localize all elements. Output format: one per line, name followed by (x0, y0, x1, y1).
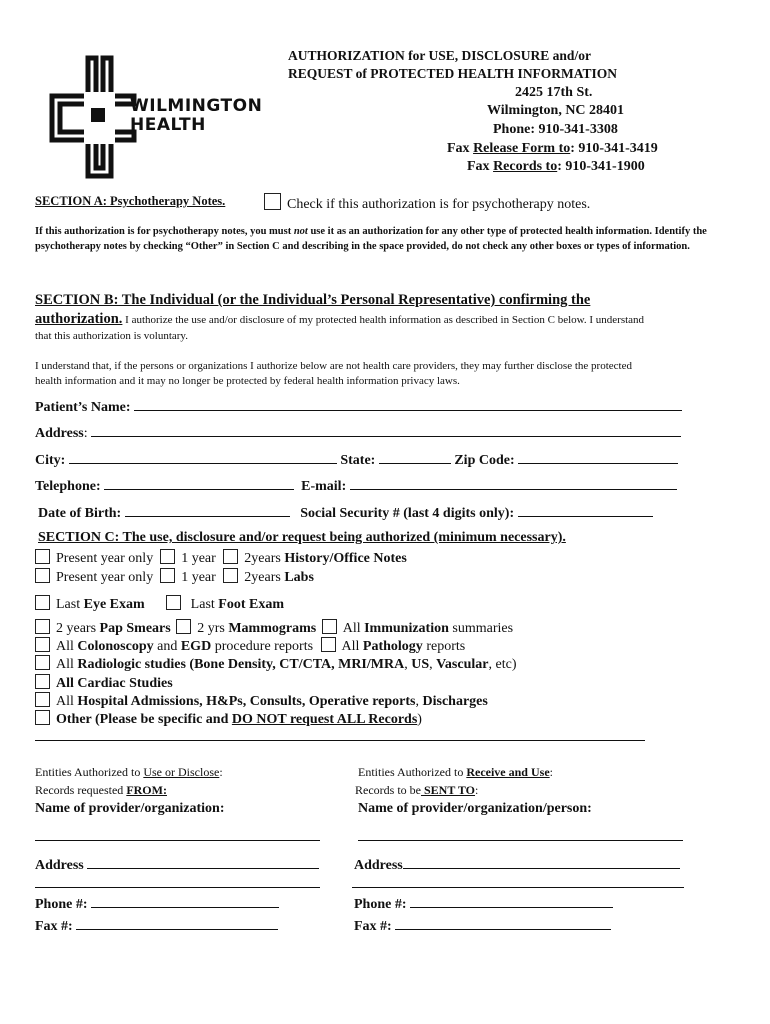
fax-records-prefix: Fax (467, 159, 494, 174)
colonoscopy-label: Colonoscopy (77, 639, 154, 654)
left-address-row (35, 855, 319, 874)
right-fax-label: Fax #: (354, 919, 392, 934)
pap-smears-checkbox[interactable] (35, 619, 50, 634)
address-label: Address (35, 426, 84, 441)
fax-records-label: Records to (493, 159, 558, 174)
cardiac-row (35, 674, 173, 692)
left-phone-label: Phone #: (35, 897, 88, 912)
section-a-heading: SECTION A: Psychotherapy Notes. (35, 194, 226, 208)
left-fax-label: Fax #: (35, 919, 73, 934)
left-line1-u: Use or Disclose (143, 765, 220, 779)
left-address-line2[interactable] (35, 887, 320, 888)
radiologic-etc: , etc) (488, 657, 517, 672)
email-field[interactable] (350, 476, 677, 490)
left-line2-u: FROM: (126, 783, 167, 797)
labs-row (35, 568, 314, 586)
left-line1-prefix: Entities Authorized to (35, 765, 144, 779)
section-b-text1: I authorize the use and/or disclosure of my protected health information as described in Section C below. I understand (122, 314, 645, 326)
entities-right-line3: Name of provider/organization/person: (358, 801, 592, 816)
form-title-line2: REQUEST of PROTECTED HEALTH INFORMATION (288, 66, 618, 81)
labs-label: Labs (284, 570, 314, 585)
entities-left-line3: Name of provider/organization: (35, 801, 225, 816)
fax-records (467, 159, 645, 175)
left-address-field[interactable] (87, 855, 319, 869)
dob-field[interactable] (125, 503, 290, 517)
right-provider-name-field[interactable] (358, 840, 683, 841)
patient-name-row: Patient’s Name: (35, 397, 682, 416)
immunization-label: Immunization (364, 621, 449, 636)
colonoscopy-all: All (56, 639, 74, 654)
eye-exam-label: Eye Exam (83, 597, 145, 612)
colonoscopy-checkbox[interactable] (35, 637, 50, 652)
foot-exam-checkbox[interactable] (166, 595, 181, 610)
pathology-all: All (341, 639, 360, 654)
entities-left-line1 (35, 765, 223, 780)
radiologic-checkbox[interactable] (35, 655, 50, 670)
immunization-checkbox[interactable] (322, 619, 337, 634)
state-label: State (340, 453, 371, 468)
entities-left-line2 (35, 783, 167, 798)
ssn-label: Social Security # (last 4 digits only) (300, 506, 510, 521)
section-c-heading: SECTION C: The use, disclosure and/or request being authorized (minimum necessary). (38, 530, 566, 545)
right-address-row (354, 855, 680, 874)
telephone-field[interactable] (104, 476, 294, 490)
pap-smears-label: Pap Smears (99, 621, 171, 636)
fax-release-label: Release Form to (473, 141, 571, 156)
logo-text-line2: HEALTH (130, 115, 206, 135)
foot-exam-label: Foot Exam (218, 597, 284, 612)
other-prefix: Other (Please be specific and (56, 712, 232, 727)
right-fax-row (354, 916, 611, 935)
cardiac-checkbox[interactable] (35, 674, 50, 689)
pathology-checkbox[interactable] (321, 637, 336, 652)
mammograms-checkbox[interactable] (176, 619, 191, 634)
phone-number: Phone: 910-341-3308 (493, 122, 618, 137)
other-row (35, 710, 422, 728)
colonoscopy-and: and (157, 639, 178, 654)
right-phone-row (354, 894, 613, 913)
labs-1-year-label: 1 year (181, 570, 216, 585)
fax-release-number: : 910-341-3419 (570, 141, 658, 156)
notice-part2: use it as an authorization for any other type of protected health information. Identify the psychotherapy notes by checking “Other” in Section C and describing in the space provided, do not check any other boxes or types of information. (35, 226, 707, 252)
history-2-years-checkbox[interactable] (223, 549, 238, 564)
patient-name-field[interactable] (134, 397, 682, 411)
logo-text-line1: WILMINGTON (130, 96, 263, 116)
left-provider-name-field[interactable] (35, 840, 320, 841)
fax-release-prefix: Fax (447, 141, 474, 156)
right-line1-prefix: Entities Authorized to (358, 765, 467, 779)
immunization-summaries: summaries (452, 621, 514, 636)
section-b-text1b: that this authorization is voluntary. (35, 330, 188, 342)
left-address-label: Address (35, 858, 84, 873)
left-fax-field[interactable] (76, 916, 278, 930)
address-field[interactable] (91, 423, 681, 437)
history-notes-row (35, 549, 407, 567)
pathology-reports: reports (426, 639, 466, 654)
right-line2-suffix: : (475, 783, 479, 797)
labs-2-years-checkbox[interactable] (223, 568, 238, 583)
telephone-email-row: Telephone: E-mail: (35, 476, 677, 495)
section-a-notice (35, 224, 725, 254)
labs-2-years-label: 2years (244, 570, 281, 585)
section-b-text2a: I understand that, if the persons or organizations I authorize below are not health care providers, they may further disclose the protected (35, 360, 632, 372)
psychotherapy-checkbox-label: Check if this authorization is for psychotherapy notes. (287, 197, 591, 212)
left-phone-row (35, 894, 279, 913)
state-field[interactable] (379, 450, 451, 464)
right-address-label: Address (354, 858, 403, 873)
right-phone-label: Phone #: (354, 897, 407, 912)
right-address-line2[interactable] (352, 887, 684, 888)
right-line2-u: SENT TO (420, 783, 476, 797)
hospital-checkbox[interactable] (35, 692, 50, 707)
labs-present-year-checkbox[interactable] (35, 568, 50, 583)
right-address-field[interactable] (403, 855, 680, 869)
discharges-label: Discharges (422, 694, 488, 709)
section-b-text2b: health information and it may no longer be protected by federal health information privacy laws. (35, 375, 460, 387)
colonoscopy-pathology-row (35, 637, 465, 655)
right-line2-prefix: Records to be (355, 783, 421, 797)
section-b-heading-line2: authorization. (35, 311, 123, 327)
history-1-year-label: 1 year (181, 551, 216, 566)
address-street: 2425 17th St. (515, 85, 593, 100)
psychotherapy-checkbox[interactable] (264, 193, 281, 210)
labs-1-year-checkbox[interactable] (160, 568, 175, 583)
exam-row (35, 595, 284, 613)
vascular-label: Vascular (436, 657, 489, 672)
dob-label: Date of Birth (38, 506, 117, 521)
eye-exam-checkbox[interactable] (35, 595, 50, 610)
hospital-label: Hospital Admissions, H&Ps, Consults, Operative reports (77, 694, 416, 709)
other-checkbox[interactable] (35, 710, 50, 725)
right-line1-suffix: : (549, 765, 553, 779)
wilmington-health-logo (48, 52, 268, 182)
city-field[interactable] (69, 450, 337, 464)
email-label: E-mail (301, 479, 342, 494)
patient-name-label: Patient’s Name (35, 400, 126, 415)
mammo-2-yrs: 2 yrs (197, 621, 225, 636)
city-label: City (35, 453, 61, 468)
right-line1-u: Receive and Use (466, 765, 550, 779)
radiologic-row: All Radiologic studies (Bone Density, CT/CTA, MRI/MRA, US, Vascular, etc) (35, 655, 516, 673)
cardiac-label: All Cardiac Studies (56, 676, 173, 691)
right-phone-field[interactable] (410, 894, 613, 908)
fax-release (447, 141, 658, 157)
zip-label: Zip Code (454, 453, 510, 468)
entities-right-line1 (358, 765, 553, 780)
us-label: US (411, 657, 430, 672)
labs-present-year-label: Present year only (56, 570, 154, 585)
address-row: Address: (35, 423, 681, 442)
hospital-row: All Hospital Admissions, H&Ps, Consults, Operative reports, Discharges (35, 692, 488, 710)
telephone-label: Telephone (35, 479, 96, 494)
radiologic-all: All (56, 657, 74, 672)
address-city: Wilmington, NC 28401 (487, 103, 625, 118)
left-line1-suffix: : (219, 765, 223, 779)
entities-right-line2 (355, 783, 478, 798)
history-present-year-label: Present year only (56, 551, 154, 566)
foot-exam-last: Last (190, 597, 215, 612)
ssn-field[interactable] (518, 503, 653, 517)
notice-not: not (293, 226, 308, 237)
right-fax-field[interactable] (395, 916, 611, 930)
hospital-all: All (56, 694, 74, 709)
history-present-year-checkbox[interactable] (35, 549, 50, 564)
dob-ssn-row: Date of Birth: Social Security # (last 4 digits only): (38, 503, 653, 522)
other-underlined: DO NOT request ALL Records (231, 712, 418, 727)
zip-field[interactable] (518, 450, 678, 464)
history-office-notes-label: History/Office Notes (284, 551, 407, 566)
section-b-para1 (35, 311, 644, 328)
history-1-year-checkbox[interactable] (160, 549, 175, 564)
fax-records-number: : 910-341-1900 (557, 159, 645, 174)
form-title-line1: AUTHORIZATION for USE, DISCLOSURE and/or (288, 48, 591, 63)
psychotherapy-checkbox-row[interactable] (264, 193, 590, 213)
pap-mammo-row (35, 619, 513, 637)
mammograms-label: Mammograms (228, 621, 317, 636)
procedure-reports: procedure reports (214, 639, 314, 654)
immunization-all: All (342, 621, 361, 636)
other-specify-line[interactable] (35, 740, 645, 741)
eye-exam-last: Last (56, 597, 81, 612)
left-fax-row (35, 916, 278, 935)
other-suffix: ) (417, 712, 422, 727)
radiologic-label: Radiologic studies (Bone Density, CT/CTA, MRI/MRA (77, 657, 405, 672)
pap-2-years: 2 years (56, 621, 97, 636)
city-state-zip-row: City: State: Zip Code: (35, 450, 678, 469)
left-line2-prefix: Records requested (35, 783, 127, 797)
section-b-heading: SECTION B: The Individual (or the Individual’s Personal Representative) confirming the (35, 292, 591, 308)
left-phone-field[interactable] (91, 894, 279, 908)
egd-label: EGD (180, 639, 212, 654)
history-2-years-label: 2years (244, 551, 281, 566)
notice-part1: If this authorization is for psychotherapy notes, you must (35, 226, 294, 237)
pathology-label: Pathology (362, 639, 423, 654)
